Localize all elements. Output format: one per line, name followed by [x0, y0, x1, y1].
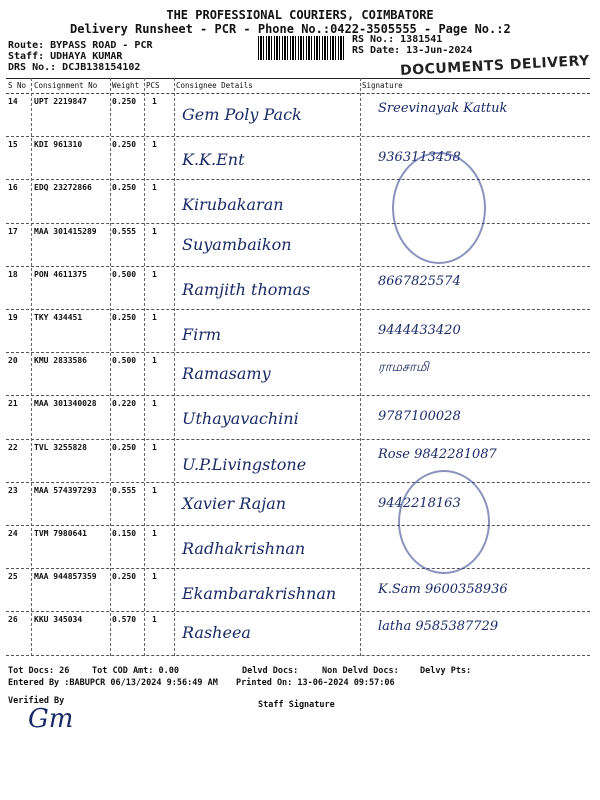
- cell-weight: 0.555: [112, 226, 137, 236]
- cell-pcs: 1: [152, 97, 157, 106]
- staff: Staff: UDHAYA KUMAR: [8, 51, 123, 62]
- runsheet-title: THE PROFESSIONAL COURIERS, COIMBATORE: [166, 8, 434, 22]
- cell-consignment: TVM 7980641: [34, 529, 87, 538]
- consignee-handwriting: Ramasamy: [182, 364, 271, 384]
- table-header: [6, 78, 590, 94]
- cell-pcs: 1: [152, 442, 157, 452]
- recipient-signature: K.Sam 9600358936: [378, 582, 508, 598]
- cell-pcs: 1: [152, 615, 157, 625]
- table-row: [6, 179, 590, 223]
- cell-sno: 15: [8, 140, 18, 150]
- company-seal: [398, 470, 490, 574]
- cell-pcs: 1: [152, 226, 157, 236]
- col-consignment: Consignment No: [34, 81, 98, 90]
- consignee-handwriting: Radhakrishnan: [182, 539, 306, 558]
- recipient-signature: 9442218163: [378, 495, 461, 511]
- consignee-handwriting: U.P.Livingstone: [182, 454, 307, 474]
- col-pcs: PCS: [146, 81, 160, 90]
- consignee-handwriting: Gem Poly Pack: [182, 105, 302, 124]
- cell-consignment: EDQ 23272866: [34, 183, 92, 193]
- delvd-docs: Delvd Docs:: [242, 666, 299, 676]
- cell-pcs: 1: [152, 356, 157, 366]
- runsheet-subtitle: Delivery Runsheet - PCR - Phone No.:0422-3505555 - Page No.:2: [70, 22, 511, 36]
- table-row: [6, 395, 590, 439]
- cell-weight: 0.250: [112, 97, 137, 106]
- cell-weight: 0.555: [112, 485, 137, 495]
- cell-consignment: PON 4611375: [34, 269, 87, 279]
- col-consignee: Consignee Details: [176, 81, 253, 90]
- consignee-handwriting: Uthayavachini: [182, 409, 299, 429]
- cell-consignment: MAA 944857359: [34, 572, 97, 582]
- cell-sno: 23: [8, 485, 18, 495]
- cell-sno: 17: [8, 226, 18, 236]
- cell-consignment: MAA 301340028: [34, 399, 97, 409]
- table-row: [6, 439, 590, 483]
- verifier-signature: Gm: [28, 704, 74, 734]
- cell-consignment: KKU 345034: [34, 615, 83, 625]
- consignee-handwriting: Suyambaikon: [182, 234, 292, 254]
- table-row: [6, 309, 590, 353]
- tot-docs: Tot Docs: 26: [8, 666, 70, 676]
- consignee-handwriting: Ramjith thomas: [182, 279, 311, 299]
- documents-delivery-stamp: DOCUMENTS DELIVERY: [399, 53, 591, 79]
- route: Route: BYPASS ROAD - PCR: [8, 40, 153, 51]
- cell-pcs: 1: [152, 313, 157, 322]
- cell-sno: 20: [8, 356, 18, 366]
- drs-number: DRS No.: DCJB138154102: [8, 62, 141, 73]
- cell-consignment: TVL 3255828: [34, 442, 87, 452]
- cell-sno: 18: [8, 269, 18, 279]
- recipient-signature: 8667825574: [378, 273, 461, 289]
- cell-pcs: 1: [152, 399, 157, 409]
- recipient-signature: latha 9585387729: [378, 619, 499, 635]
- consignee-handwriting: Rasheea: [182, 623, 251, 643]
- recipient-signature: 9444433420: [378, 323, 461, 338]
- cell-weight: 0.150: [112, 529, 137, 538]
- recipient-signature: ராமசாமி: [378, 360, 429, 376]
- cell-weight: 0.250: [112, 183, 137, 193]
- cell-consignment: KMU 2833586: [34, 356, 87, 366]
- entered-by: Entered By :BABUPCR 06/13/2024 9:56:49 AM: [8, 678, 218, 688]
- consignee-handwriting: K.K.Ent: [182, 150, 245, 170]
- cell-sno: 16: [8, 183, 18, 193]
- cell-sno: 22: [8, 442, 18, 452]
- rs-number: RS No.: 1381541: [352, 34, 443, 45]
- col-signature: Signature: [362, 81, 403, 90]
- cell-weight: 0.500: [112, 356, 137, 366]
- table-row: [6, 611, 590, 655]
- ownership-seal: [392, 152, 486, 264]
- table-row: [6, 266, 590, 310]
- cell-sno: 14: [8, 97, 18, 106]
- table-row: [6, 482, 590, 526]
- cell-consignment: UPT 2219847: [34, 97, 87, 106]
- cell-sno: 25: [8, 572, 18, 582]
- rs-date: RS Date: 13-Jun-2024: [352, 45, 473, 56]
- table-row: [6, 93, 590, 137]
- consignee-handwriting: Kirubakaran: [182, 195, 284, 215]
- cell-pcs: 1: [152, 572, 157, 582]
- col-sno: S No: [8, 81, 27, 90]
- cell-pcs: 1: [152, 183, 157, 193]
- cell-pcs: 1: [152, 529, 157, 538]
- table-row: [6, 136, 590, 180]
- consignee-handwriting: Firm: [182, 325, 222, 344]
- printed-on: Printed On: 13-06-2024 09:57:06: [236, 678, 395, 688]
- non-delvd-docs: Non Delvd Docs:: [322, 666, 399, 676]
- table-row: [6, 352, 590, 396]
- cell-sno: 19: [8, 313, 18, 322]
- tot-cod-amount: Tot COD Amt: 0.00: [92, 666, 179, 676]
- delivery-points: Delvy Pts:: [420, 666, 472, 676]
- cell-consignment: MAA 574397293: [34, 485, 97, 495]
- verified-by: Verified By: [8, 696, 65, 706]
- cell-weight: 0.250: [112, 442, 137, 452]
- cell-weight: 0.250: [112, 313, 137, 322]
- cell-weight: 0.500: [112, 269, 137, 279]
- recipient-signature: Sreevinayak Kattuk: [378, 101, 508, 116]
- consignee-handwriting: Xavier Rajan: [182, 493, 287, 513]
- barcode: [258, 36, 344, 60]
- cell-pcs: 1: [152, 140, 157, 150]
- cell-weight: 0.250: [112, 572, 137, 582]
- staff-signature-label: Staff Signature: [258, 700, 335, 710]
- cell-sno: 24: [8, 529, 18, 538]
- cell-weight: 0.250: [112, 140, 137, 150]
- table-row: [6, 568, 590, 612]
- cell-weight: 0.220: [112, 399, 137, 409]
- cell-sno: 26: [8, 615, 18, 625]
- cell-consignment: MAA 301415289: [34, 226, 97, 236]
- cell-consignment: TKY 434451: [34, 313, 83, 322]
- consignee-handwriting: Ekambarakrishnan: [182, 584, 337, 604]
- recipient-signature: 9363113458: [378, 150, 461, 166]
- cell-pcs: 1: [152, 485, 157, 495]
- recipient-signature: 9787100028: [378, 409, 461, 425]
- table-row: [6, 223, 590, 267]
- col-weight: Weight: [112, 81, 140, 90]
- cell-sno: 21: [8, 399, 18, 409]
- table-row: [6, 525, 590, 569]
- recipient-signature: Rose 9842281087: [378, 446, 497, 462]
- cell-pcs: 1: [152, 269, 157, 279]
- cell-weight: 0.570: [112, 615, 137, 625]
- cell-consignment: KDI 961310: [34, 140, 83, 150]
